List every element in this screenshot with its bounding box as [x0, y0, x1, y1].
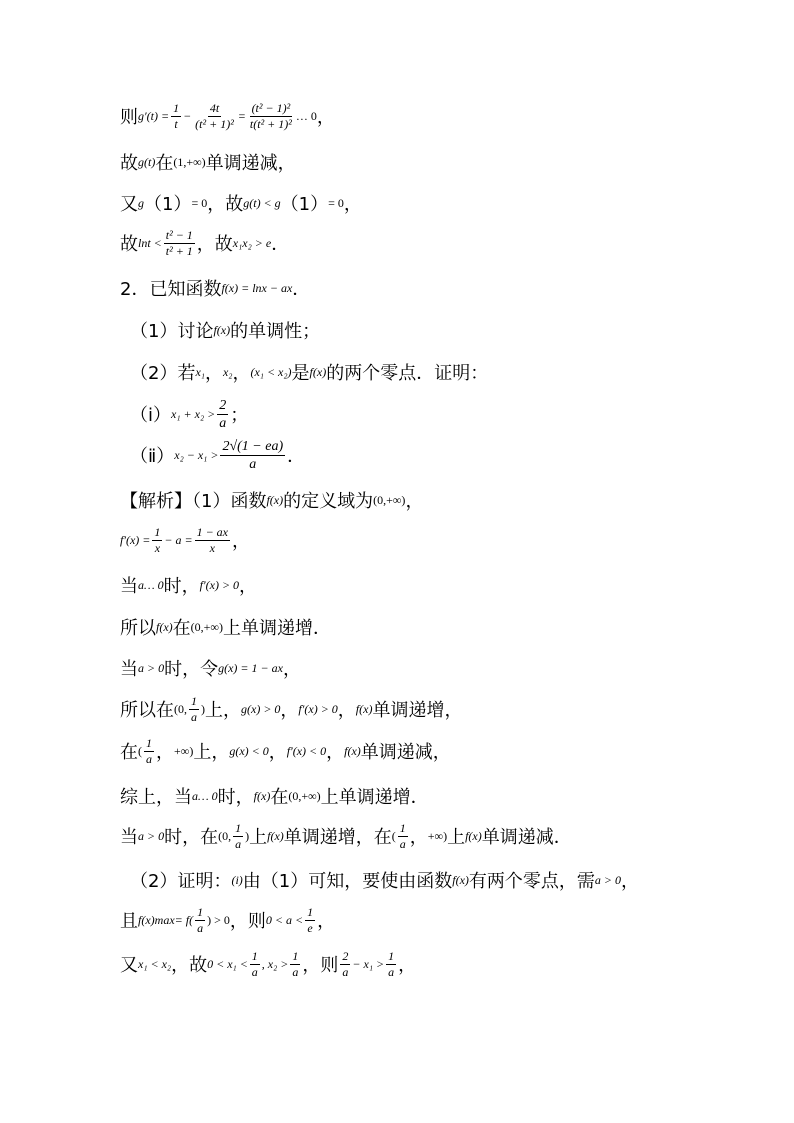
math: g	[138, 195, 144, 210]
math: (	[138, 743, 142, 758]
text: 又	[120, 194, 138, 215]
fraction: $\frac{1}{a}$	[197, 904, 204, 935]
math: f(x)	[267, 828, 284, 843]
line-14	[120, 656, 301, 680]
math: … 0	[295, 108, 317, 123]
text: 上单调递增．	[320, 787, 429, 808]
line-1	[120, 96, 335, 136]
text: ，	[343, 194, 362, 215]
text: （2）若	[130, 363, 196, 384]
text: ，	[405, 491, 424, 512]
fraction: $\frac{1 - ax}{x}$	[196, 524, 229, 555]
text: 所以	[120, 618, 156, 639]
math: = 0	[328, 195, 344, 210]
text: 在	[172, 618, 191, 639]
math: f(x)	[156, 619, 173, 634]
text: （1）	[144, 194, 192, 215]
line-9	[130, 436, 305, 474]
math: f′(x) > 0	[298, 701, 338, 716]
line-7	[130, 360, 488, 384]
text: 有两个零点，需	[468, 871, 595, 892]
text: ，	[282, 659, 301, 680]
text: ．	[271, 234, 290, 255]
math: f′(x) > 0	[199, 577, 240, 592]
text: ，	[317, 911, 336, 932]
text: 单调递增，	[372, 700, 463, 721]
fraction: $\frac{1}{a}$	[388, 948, 395, 979]
text: ；	[230, 405, 249, 426]
line-16	[120, 733, 451, 769]
math: (0,	[218, 828, 232, 843]
text: 在	[120, 742, 138, 763]
text: 又	[120, 955, 138, 976]
math: − x₁ >	[352, 956, 385, 971]
text: 当	[120, 827, 138, 848]
line-2	[120, 150, 296, 174]
text: ，故	[207, 194, 244, 215]
math: x₁x₂ > e	[232, 235, 272, 250]
math: g(t) < g	[243, 195, 281, 210]
fraction: $\frac{\text{(t² − 1)²}}{\text{t(t² + 1)²}}$	[249, 100, 292, 131]
text: （1）	[280, 194, 329, 215]
text: （ⅰ）	[130, 405, 172, 426]
math: (0,+∞)	[373, 492, 406, 507]
text: 【解析】（1）函数	[120, 491, 267, 512]
math: , x₂ >	[261, 956, 289, 971]
text: 由（1）可知，要使由函数	[242, 871, 453, 892]
fraction: $\frac{1}{a}$	[146, 735, 152, 766]
text: 时，在	[164, 827, 219, 848]
math: = 0	[191, 195, 208, 210]
math: f(x)	[253, 788, 271, 803]
fraction: $\frac{2}{a}$	[342, 948, 349, 979]
math: a > 0	[138, 828, 165, 843]
text: ，	[232, 363, 251, 384]
text: 上，	[193, 742, 230, 763]
text: 上单调递增．	[222, 618, 331, 639]
line-17	[120, 784, 429, 808]
text: ，	[316, 107, 335, 128]
text: 单调递减，	[360, 742, 451, 763]
line-10-solution	[120, 488, 423, 512]
fraction: $\frac{1}{a}$	[191, 693, 197, 724]
math: a… 0	[138, 577, 164, 592]
math: (0,+∞)	[190, 619, 223, 634]
math: x₁ < x₂	[138, 956, 172, 971]
text: 的定义域为	[283, 491, 374, 512]
line-3	[120, 191, 362, 215]
text: ，	[326, 742, 345, 763]
text: （ⅱ）	[130, 446, 175, 467]
text: 故	[120, 153, 138, 174]
text: ，则	[302, 955, 339, 976]
text: 时，令	[164, 659, 219, 680]
text: 时，	[163, 576, 200, 597]
math: +∞)	[427, 828, 448, 843]
math: x₁ + x₂ >	[171, 406, 216, 421]
text: 单调递减，	[205, 153, 296, 174]
math: g(x) > 0	[241, 701, 281, 716]
text: ，	[232, 531, 251, 552]
fraction: $\frac{1}{x}$	[154, 524, 161, 555]
line-18	[120, 816, 572, 856]
fraction: $\frac{4t}{\text{(t² + 1)²}}$	[195, 100, 234, 131]
text: ，	[239, 576, 258, 597]
text: 当	[120, 659, 138, 680]
fraction: $\frac{2}{a}$	[219, 397, 227, 431]
math: )	[245, 828, 250, 843]
math: f′(x) < 0	[286, 743, 327, 758]
line-8	[130, 396, 248, 432]
text: 的两个零点．证明：	[326, 363, 489, 384]
text: ．	[292, 279, 311, 300]
fraction: $\frac{1}{a}$	[235, 820, 242, 851]
math: g′(t) =	[138, 108, 170, 123]
math: a > 0	[138, 660, 165, 675]
text: （2）证明：	[130, 871, 232, 892]
text: 故	[120, 234, 138, 255]
math: (	[391, 828, 396, 843]
math: g(x) = 1 − ax	[218, 660, 283, 675]
math: (0,+∞)	[288, 788, 321, 803]
text: ，	[409, 827, 428, 848]
text: ，	[156, 742, 174, 763]
math: − a =	[164, 532, 193, 547]
math: g(x) < 0	[229, 743, 269, 758]
fraction: $\frac{1}{a}$	[251, 948, 258, 979]
math: =	[237, 108, 246, 123]
text: 则	[120, 107, 138, 128]
text: ，则	[229, 911, 266, 932]
math: +∞)	[174, 743, 194, 758]
text: 单调递增，在	[283, 827, 392, 848]
math: f(x) = lnx − ax	[221, 280, 293, 295]
subscript: max	[154, 912, 175, 927]
text: ，	[268, 742, 287, 763]
math: f(x)	[355, 701, 373, 716]
math: f(x)	[213, 322, 231, 337]
text: 时，	[217, 787, 254, 808]
math: lnt <	[138, 235, 162, 250]
text: ．	[287, 446, 306, 467]
math: (x₁ < x₂)	[250, 364, 292, 379]
text: ，故	[171, 955, 208, 976]
text: 单调递减．	[481, 827, 572, 848]
text: 是	[291, 363, 310, 384]
math: f′(x) =	[120, 532, 151, 547]
fraction: $\frac{1}{a}$	[399, 820, 406, 851]
text: 的单调性；	[230, 321, 321, 342]
math: a… 0	[192, 788, 218, 803]
text: ，	[280, 700, 299, 721]
line-12	[120, 573, 257, 597]
text: 且	[120, 911, 138, 932]
line-20	[120, 900, 335, 940]
line-6	[130, 318, 320, 342]
fraction: $\frac{1}{e}$	[307, 904, 314, 935]
math: f(x)	[465, 828, 482, 843]
math: (1,+∞)	[173, 154, 206, 169]
math: x₂ − x₁ >	[174, 447, 219, 462]
text: ，	[398, 955, 417, 976]
math: x₂	[222, 364, 233, 379]
text: ，故	[196, 234, 233, 255]
math: = f(	[174, 912, 194, 927]
fraction: $\frac{2√(1 - ea)}{a}$	[222, 438, 284, 472]
math: f(x)	[344, 743, 361, 758]
math: ) > 0	[207, 912, 230, 927]
math: )	[201, 701, 205, 716]
line-15	[120, 691, 462, 727]
text: 所以在	[120, 700, 174, 721]
math: −	[183, 108, 192, 123]
math: f(x)	[452, 872, 469, 887]
text: ，	[337, 700, 356, 721]
text: 当	[120, 576, 138, 597]
line-21	[120, 944, 416, 984]
text: 在	[270, 787, 289, 808]
text: 2．已知函数	[120, 279, 222, 300]
text: ，	[621, 871, 639, 892]
math: a > 0	[594, 872, 621, 887]
text: ，	[204, 363, 223, 384]
line-19	[130, 868, 639, 892]
math: g(t)	[138, 154, 156, 169]
math: 0 < a <	[265, 912, 304, 927]
math: x₁	[195, 364, 205, 379]
fraction: $\frac{1}{t}$	[173, 100, 180, 131]
line-4	[120, 223, 289, 263]
text: （1）讨论	[130, 321, 214, 342]
math: f(x)	[138, 912, 155, 927]
text: 综上，当	[120, 787, 192, 808]
math: (i)	[231, 872, 243, 887]
text: 在	[155, 153, 174, 174]
fraction: $\frac{1}{a}$	[292, 948, 299, 979]
text: 上	[249, 827, 268, 848]
line-13	[120, 615, 331, 639]
math: f(x)	[309, 364, 327, 379]
text: 上	[447, 827, 466, 848]
fraction: $\frac{\text{t² − 1}}{\text{t² + 1}}$	[165, 227, 193, 258]
math: f(x)	[266, 492, 284, 507]
line-5-problem	[120, 276, 310, 300]
math: 0 < x₁ <	[207, 956, 248, 971]
math: (0,	[174, 701, 187, 716]
line-11	[120, 522, 250, 558]
text: 上，	[205, 700, 241, 721]
